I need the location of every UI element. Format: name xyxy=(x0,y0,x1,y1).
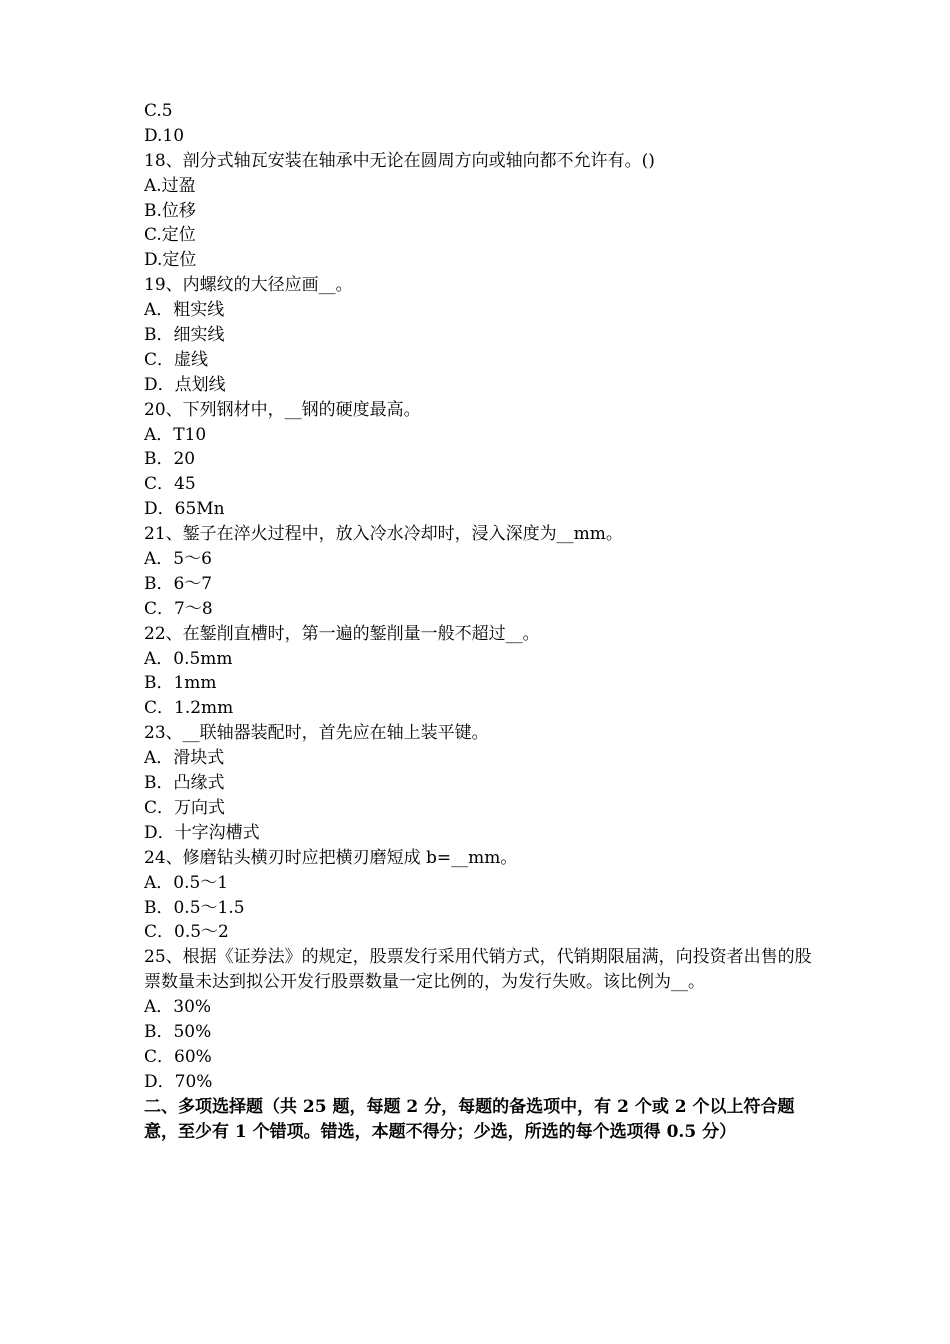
answer-option: D.10 xyxy=(144,125,185,146)
answer-option: B．1mm xyxy=(144,673,217,694)
answer-option: A．5～6 xyxy=(144,549,212,570)
question-text: 23、__联轴器装配时，首先应在轴上装平键。 xyxy=(144,723,489,744)
answer-option: A．滑块式 xyxy=(144,748,225,769)
answer-option: D．65Mn xyxy=(144,499,225,520)
answer-option: C．7～8 xyxy=(144,598,213,619)
question-25-option-b: B．50% xyxy=(144,1021,212,1042)
answer-option: C.定位 xyxy=(144,225,196,246)
answer-option: C．万向式 xyxy=(144,797,226,818)
answer-option: B.位移 xyxy=(144,200,196,221)
question-text: 20、下列钢材中，__钢的硬度最高。 xyxy=(144,399,421,420)
answer-option: A．0.5～1 xyxy=(144,872,229,893)
section-2-heading: 二、多项选择题（共 25 题，每题 2 分，每题的备选项中，有 2 个或 2 个以上符合题意，至少有 1 个错项。错选，本题不得分；少选，所选的每个选项得 0.5 分） xyxy=(144,1096,795,1142)
question-text: 21、錾子在淬火过程中，放入冷水冷却时，浸入深度为__mm。 xyxy=(144,524,623,545)
answer-option: B．凸缘式 xyxy=(144,773,225,794)
question-25-text: 25、根据《证券法》的规定，股票发行采用代销方式，代销期限届满，向投资者出售的股票数量未达到拟公开发行股票数量一定比例的，为发行失败。该比例为__。 xyxy=(144,947,812,993)
answer-option: B．20 xyxy=(144,449,196,470)
answer-option: D.定位 xyxy=(144,250,197,271)
question-text: 22、在錾削直槽时，第一遍的錾削量一般不超过__。 xyxy=(144,623,540,644)
answer-option: A．0.5mm xyxy=(144,648,233,669)
answer-option: C.5 xyxy=(144,101,173,121)
answer-option: C．虚线 xyxy=(144,349,209,370)
document-body xyxy=(144,99,816,1144)
answer-option: B．6～7 xyxy=(144,573,213,594)
answer-option: C．1.2mm xyxy=(144,698,234,719)
question-text: 24、修磨钻头横刃时应把横刃磨短成 b=__mm。 xyxy=(144,847,518,868)
answer-option: C．45 xyxy=(144,474,196,495)
answer-option: A．粗实线 xyxy=(144,300,225,321)
answer-option: B．细实线 xyxy=(144,325,225,346)
answer-option: D．十字沟槽式 xyxy=(144,822,260,843)
answer-option: D．点划线 xyxy=(144,374,226,395)
answer-option: B．0.5～1.5 xyxy=(144,897,245,918)
question-text: 19、内螺纹的大径应画__。 xyxy=(144,275,353,296)
answer-option: C．0.5～2 xyxy=(144,922,229,943)
question-25-option-c: C．60% xyxy=(144,1046,212,1067)
question-25-option-a: A．30% xyxy=(144,997,212,1018)
question-lines xyxy=(144,99,816,945)
question-text: 18、剖分式轴瓦安装在轴承中无论在圆周方向或轴向都不允许有。() xyxy=(144,150,655,171)
answer-option: A．T10 xyxy=(144,424,207,445)
answer-option: A.过盈 xyxy=(144,175,196,196)
question-25-option-d: D．70% xyxy=(144,1071,213,1092)
